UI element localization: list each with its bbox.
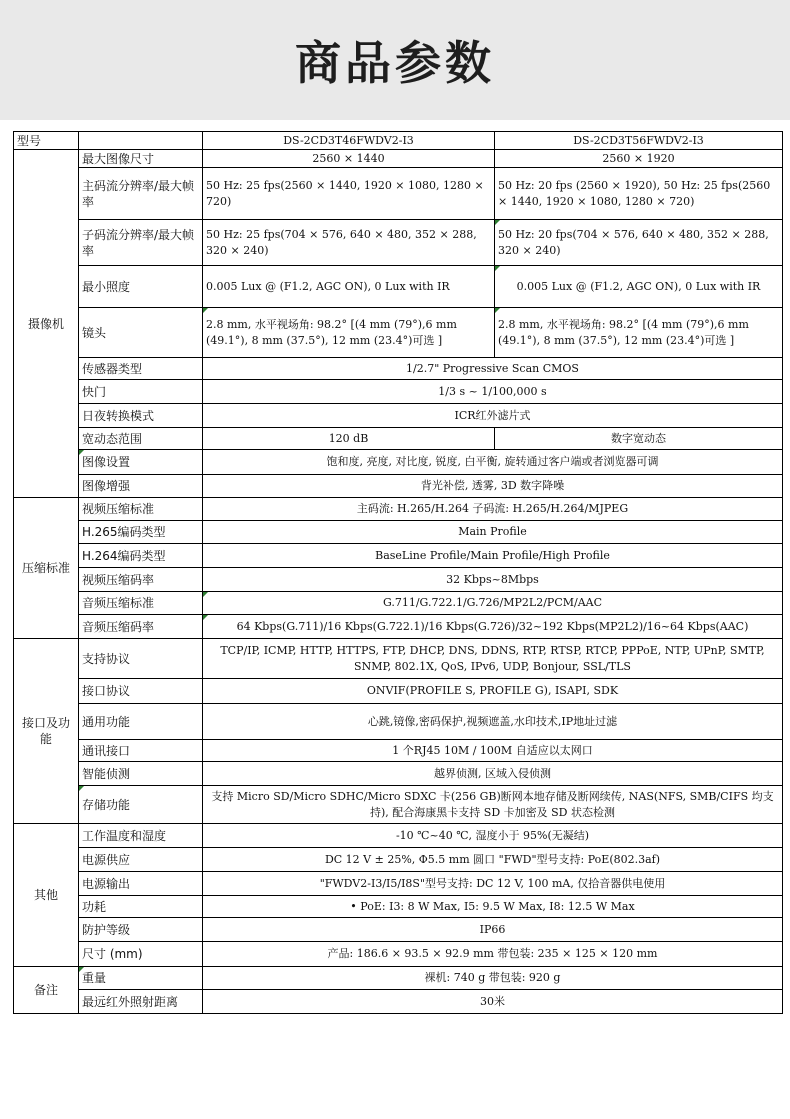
table-row	[14, 568, 783, 592]
param-label: 接口协议	[79, 679, 203, 704]
model-2: DS-2CD3T56FWDV2-I3	[495, 132, 783, 150]
param-label: 最大图像尺寸	[79, 150, 203, 168]
table-row	[14, 824, 783, 848]
table-row	[14, 896, 783, 918]
table-row	[14, 990, 783, 1014]
param-label: 镜头	[79, 308, 203, 358]
table-row	[14, 639, 783, 679]
table-row	[14, 168, 783, 220]
param-value: 背光补偿, 透雾, 3D 数字降噪	[203, 475, 783, 498]
table-row	[14, 428, 783, 450]
param-value: 0.005 Lux @ (F1.2, AGC ON), 0 Lux with IR	[203, 266, 495, 308]
param-label: 通用功能	[79, 704, 203, 740]
param-label: 尺寸 (mm)	[79, 942, 203, 967]
group-interface: 接口及功能	[14, 639, 79, 824]
table-row	[14, 404, 783, 428]
param-value: G.711/G.722.1/G.726/MP2L2/PCM/AAC	[203, 592, 783, 615]
param-value: 64 Kbps(G.711)/16 Kbps(G.722.1)/16 Kbps(G.726)/32~192 Kbps(MP2L2)/16~64 Kbps(AAC)	[203, 615, 783, 639]
param-value: DC 12 V ± 25%, Φ5.5 mm 圆口 "FWD"型号支持: PoE(802.3af)	[203, 848, 783, 872]
param-value: 2.8 mm, 水平视场角: 98.2° [(4 mm (79°),6 mm (49.1°), 8 mm (37.5°), 12 mm (23.4°)可选 ]	[203, 308, 495, 358]
param-label: 日夜转换模式	[79, 404, 203, 428]
param-value: 心跳,镜像,密码保护,视频遮盖,水印技术,IP地址过滤	[203, 704, 783, 740]
param-value: IP66	[203, 918, 783, 942]
param-value: 1/2.7" Progressive Scan CMOS	[203, 358, 783, 380]
page-title: 商品参数	[295, 36, 495, 90]
param-value: Main Profile	[203, 521, 783, 544]
group-compression: 压缩标准	[14, 498, 79, 639]
table-row	[14, 475, 783, 498]
param-label: 支持协议	[79, 639, 203, 679]
table-row	[14, 704, 783, 740]
table-row	[14, 498, 783, 521]
param-label: 电源输出	[79, 872, 203, 896]
param-value: 越界侦测, 区域入侵侦测	[203, 762, 783, 786]
param-label: 电源供应	[79, 848, 203, 872]
param-value: 产品: 186.6 × 93.5 × 92.9 mm 带包装: 235 × 125 × 120 mm	[203, 942, 783, 967]
param-value: ICR红外滤片式	[203, 404, 783, 428]
table-row	[14, 521, 783, 544]
param-label: 视频压缩码率	[79, 568, 203, 592]
param-value: 30米	[203, 990, 783, 1014]
param-label: 最远红外照射距离	[79, 990, 203, 1014]
param-label: 存储功能	[79, 786, 203, 824]
param-label: H.264编码类型	[79, 544, 203, 568]
table-row	[14, 544, 783, 568]
page-banner	[0, 0, 790, 120]
table-row	[14, 150, 783, 168]
group-other: 其他	[14, 824, 79, 967]
table-header-row	[14, 132, 783, 150]
param-value: 1 个RJ45 10M / 100M 自适应以太网口	[203, 740, 783, 762]
table-row	[14, 592, 783, 615]
param-label: 视频压缩标准	[79, 498, 203, 521]
param-label: H.265编码类型	[79, 521, 203, 544]
param-value: 50 Hz: 25 fps(704 × 576, 640 × 480, 352 × 288, 320 × 240)	[203, 220, 495, 266]
table-row	[14, 358, 783, 380]
table-row	[14, 740, 783, 762]
group-notes: 备注	[14, 967, 79, 1014]
header-empty	[79, 132, 203, 150]
param-label: 主码流分辨率/最大帧率	[79, 168, 203, 220]
param-value: 50 Hz: 20 fps(704 × 576, 640 × 480, 352 × 288, 320 × 240)	[495, 220, 783, 266]
param-label: 功耗	[79, 896, 203, 918]
param-value: • PoE: I3: 8 W Max, I5: 9.5 W Max, I8: 12.5 W Max	[203, 896, 783, 918]
param-label: 音频压缩码率	[79, 615, 203, 639]
param-value: ONVIF(PROFILE S, PROFILE G), ISAPI, SDK	[203, 679, 783, 704]
param-value: 支持 Micro SD/Micro SDHC/Micro SDXC 卡(256 GB)断网本地存储及断网续传, NAS(NFS, SMB/CIFS 均支持), 配合海康黑卡支持 SD 卡加密及 SD 状态检测	[203, 786, 783, 824]
param-value: 裸机: 740 g 带包装: 920 g	[203, 967, 783, 990]
table-row	[14, 308, 783, 358]
param-label: 最小照度	[79, 266, 203, 308]
param-label: 工作温度和湿度	[79, 824, 203, 848]
spec-table	[13, 131, 783, 1014]
table-row	[14, 872, 783, 896]
param-value: TCP/IP, ICMP, HTTP, HTTPS, FTP, DHCP, DNS, DDNS, RTP, RTSP, RTCP, PPPoE, NTP, UPnP, SMTP, SNMP, 802.1X, QoS, IPv6, UDP, Bonjour, SSL/TLS	[203, 639, 783, 679]
model-1: DS-2CD3T46FWDV2-I3	[203, 132, 495, 150]
table-row	[14, 450, 783, 475]
param-value: 50 Hz: 25 fps(2560 × 1440, 1920 × 1080, 1280 × 720)	[203, 168, 495, 220]
param-value: 32 Kbps~8Mbps	[203, 568, 783, 592]
header-label: 型号	[14, 132, 79, 150]
param-value: 数字宽动态	[495, 428, 783, 450]
param-value: "FWDV2-I3/I5/I8S"型号支持: DC 12 V, 100 mA, 仅拾音器供电使用	[203, 872, 783, 896]
table-row	[14, 679, 783, 704]
table-row	[14, 967, 783, 990]
param-label: 通讯接口	[79, 740, 203, 762]
table-row	[14, 786, 783, 824]
param-value: -10 ℃~40 ℃, 湿度小于 95%(无凝结)	[203, 824, 783, 848]
param-label: 重量	[79, 967, 203, 990]
param-label: 传感器类型	[79, 358, 203, 380]
table-row	[14, 918, 783, 942]
spec-sheet	[0, 120, 790, 1119]
param-value: 2560 × 1920	[495, 150, 783, 168]
table-row	[14, 380, 783, 404]
table-row	[14, 762, 783, 786]
param-label: 智能侦测	[79, 762, 203, 786]
param-label: 图像增强	[79, 475, 203, 498]
param-value: 1/3 s ~ 1/100,000 s	[203, 380, 783, 404]
param-label: 快门	[79, 380, 203, 404]
param-value: 主码流: H.265/H.264 子码流: H.265/H.264/MJPEG	[203, 498, 783, 521]
table-row	[14, 266, 783, 308]
table-row	[14, 848, 783, 872]
param-label: 图像设置	[79, 450, 203, 475]
param-label: 子码流分辨率/最大帧率	[79, 220, 203, 266]
param-value: 2560 × 1440	[203, 150, 495, 168]
param-value: 饱和度, 亮度, 对比度, 锐度, 白平衡, 旋转通过客户端或者浏览器可调	[203, 450, 783, 475]
table-row	[14, 220, 783, 266]
param-label: 宽动态范围	[79, 428, 203, 450]
param-value: 50 Hz: 20 fps (2560 × 1920), 50 Hz: 25 fps(2560 × 1440, 1920 × 1080, 1280 × 720)	[495, 168, 783, 220]
table-row	[14, 615, 783, 639]
table-row	[14, 942, 783, 967]
param-value: BaseLine Profile/Main Profile/High Profile	[203, 544, 783, 568]
param-value: 0.005 Lux @ (F1.2, AGC ON), 0 Lux with IR	[495, 266, 783, 308]
param-label: 防护等级	[79, 918, 203, 942]
group-camera: 摄像机	[14, 150, 79, 498]
param-value: 2.8 mm, 水平视场角: 98.2° [(4 mm (79°),6 mm (49.1°), 8 mm (37.5°), 12 mm (23.4°)可选 ]	[495, 308, 783, 358]
param-value: 120 dB	[203, 428, 495, 450]
param-label: 音频压缩标准	[79, 592, 203, 615]
